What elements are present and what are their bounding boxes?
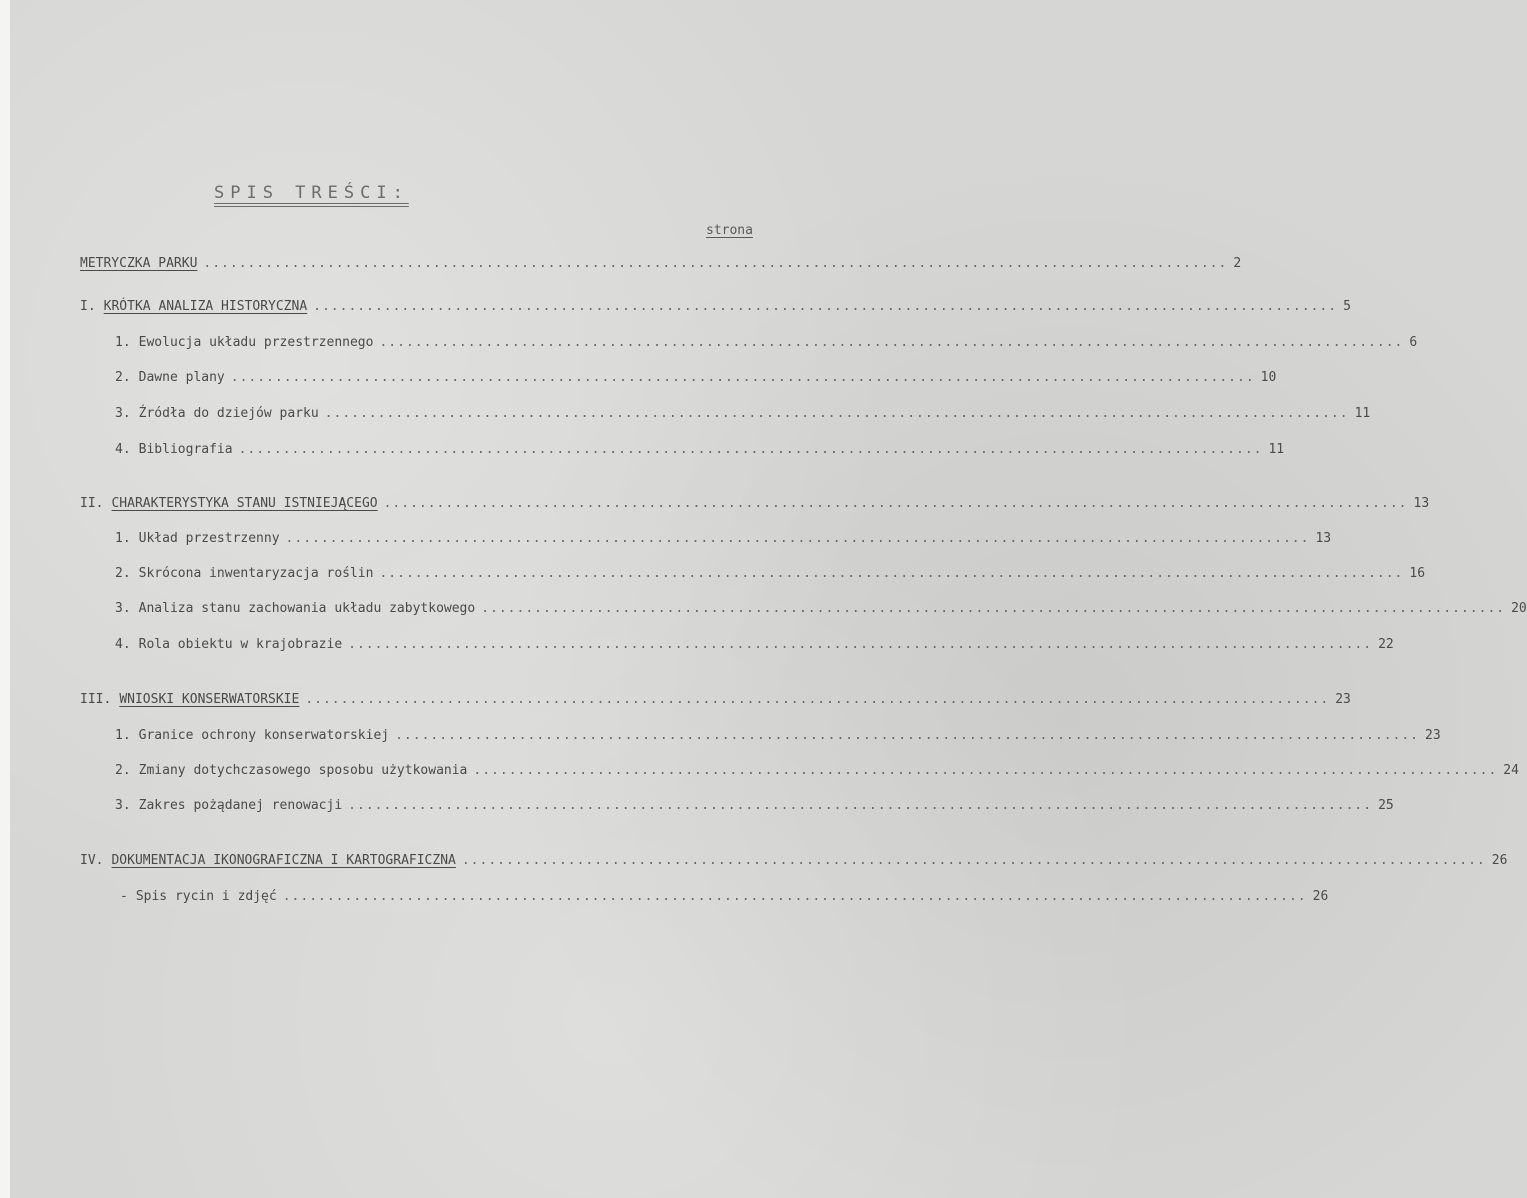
toc-leader: .................................................................................................................... [473, 763, 1498, 778]
toc-leader: .................................................................................................................... [282, 889, 1307, 904]
toc-entry-text: Granice ochrony konserwatorskiej [138, 728, 390, 743]
toc-entry [115, 798, 1394, 820]
toc-entry-text: Dawne plany [138, 370, 225, 385]
toc-entry-number: 4. [115, 442, 131, 457]
toc-entry-text: Rola obiektu w krajobrazie [138, 637, 343, 652]
toc-entry-number: 1. [115, 728, 131, 743]
toc-leader: .................................................................................................................... [348, 798, 1373, 813]
toc-entry-page: 6 [1409, 335, 1418, 350]
toc-entry [115, 601, 1527, 623]
toc-entry [115, 763, 1519, 785]
toc-leader: .................................................................................................................... [348, 637, 1373, 652]
toc-entry-number: 3. [115, 601, 131, 616]
toc-entry-number: 2. [115, 763, 131, 778]
toc-entry-page: 2 [1233, 256, 1242, 271]
toc-entry [115, 406, 1371, 428]
toc-entry-number: I. [80, 299, 96, 314]
toc-entry-text: METRYCZKA PARKU [80, 256, 198, 271]
toc-entry-page: 24 [1503, 763, 1519, 778]
toc-entry-page: 23 [1335, 692, 1351, 707]
toc-entry [80, 256, 1242, 278]
toc-leader: .................................................................................................................... [379, 335, 1404, 350]
toc-leader: .................................................................................................................... [379, 566, 1404, 581]
toc-entry-number: - [120, 889, 128, 904]
toc-entry-page: 11 [1268, 442, 1285, 457]
toc-entry [115, 566, 1426, 588]
toc-entry [120, 889, 1329, 911]
toc-entry-page: 20 [1511, 601, 1527, 616]
toc-entry-text: Zakres pożądanej renowacji [138, 798, 343, 813]
toc-entry-number: IV. [80, 853, 104, 868]
page-column-label: strona [706, 223, 753, 238]
toc-entry-text: Bibliografia [138, 442, 233, 457]
toc-entry-page: 10 [1260, 370, 1277, 385]
toc-entry-number: 3. [115, 406, 131, 421]
toc-leader: .................................................................................................................... [238, 442, 1263, 457]
toc-entry [115, 531, 1332, 553]
toc-leader: .................................................................................................................... [230, 370, 1255, 385]
toc-entry-number: 1. [115, 531, 131, 546]
toc-leader: .................................................................................................................... [383, 496, 1408, 511]
toc-entry-number: II. [80, 496, 104, 511]
toc-entry-number: 1. [115, 335, 131, 350]
toc-entry-text: Źródła do dziejów parku [138, 406, 319, 421]
toc-entry-page: 23 [1425, 728, 1441, 743]
toc-entry-number: 4. [115, 637, 131, 652]
toc-entry-page: 16 [1409, 566, 1426, 581]
toc-leader: .................................................................................................................... [305, 692, 1330, 707]
toc-entry-text: WNIOSKI KONSERWATORSKIE [119, 692, 300, 707]
toc-leader: .................................................................................................................... [313, 299, 1338, 314]
toc-entry-number: III. [80, 692, 112, 707]
toc-entry [115, 335, 1418, 357]
toc-entry-text: KRÓTKA ANALIZA HISTORYCZNA [103, 299, 308, 314]
toc-entry-page: 26 [1312, 889, 1329, 904]
toc-section [80, 692, 1351, 714]
toc-entry-text: Zmiany dotychczasowego sposobu użytkowania [138, 763, 468, 778]
toc-entry-text: CHARAKTERYSTYKA STANU ISTNIEJĄCEGO [111, 496, 378, 511]
toc-entry-number: 2. [115, 370, 131, 385]
toc-section [80, 496, 1430, 518]
toc-leader: .................................................................................................................... [461, 853, 1486, 868]
toc-entry-page: 5 [1343, 299, 1351, 314]
toc-entry-page: 26 [1491, 853, 1508, 868]
toc-entry-page: 13 [1413, 496, 1430, 511]
toc-entry-text: Układ przestrzenny [138, 531, 280, 546]
toc-leader: .................................................................................................................... [324, 406, 1349, 421]
toc-entry-number: 2. [115, 566, 131, 581]
toc-entry [115, 370, 1277, 392]
toc-entry-text: Ewolucja układu przestrzennego [138, 335, 374, 350]
toc-leader: .................................................................................................................... [481, 601, 1506, 616]
toc-entry-number: 3. [115, 798, 131, 813]
toc-entry-text: DOKUMENTACJA IKONOGRAFICZNA I KARTOGRAFICZNA [111, 853, 456, 868]
toc-leader: .................................................................................................................... [285, 531, 1310, 546]
page-title: SPIS TREŚCI: [214, 183, 409, 203]
toc-section [80, 853, 1508, 875]
toc-entry-page: 11 [1354, 406, 1371, 421]
toc-entry [115, 637, 1394, 659]
toc-entry-text: Spis rycin i zdjęć [135, 889, 277, 904]
toc-leader: .................................................................................................................... [203, 256, 1228, 271]
toc-leader: .................................................................................................................... [395, 728, 1420, 743]
toc-entry [115, 442, 1285, 464]
toc-entry-page: 22 [1378, 637, 1394, 652]
toc-section [80, 299, 1351, 321]
toc-entry [115, 728, 1441, 750]
toc-entry-text: Skrócona inwentaryzacja roślin [138, 566, 374, 581]
toc-entry-page: 13 [1315, 531, 1332, 546]
toc-entry-page: 25 [1378, 798, 1394, 813]
toc-entry-text: Analiza stanu zachowania układu zabytkowego [138, 601, 476, 616]
